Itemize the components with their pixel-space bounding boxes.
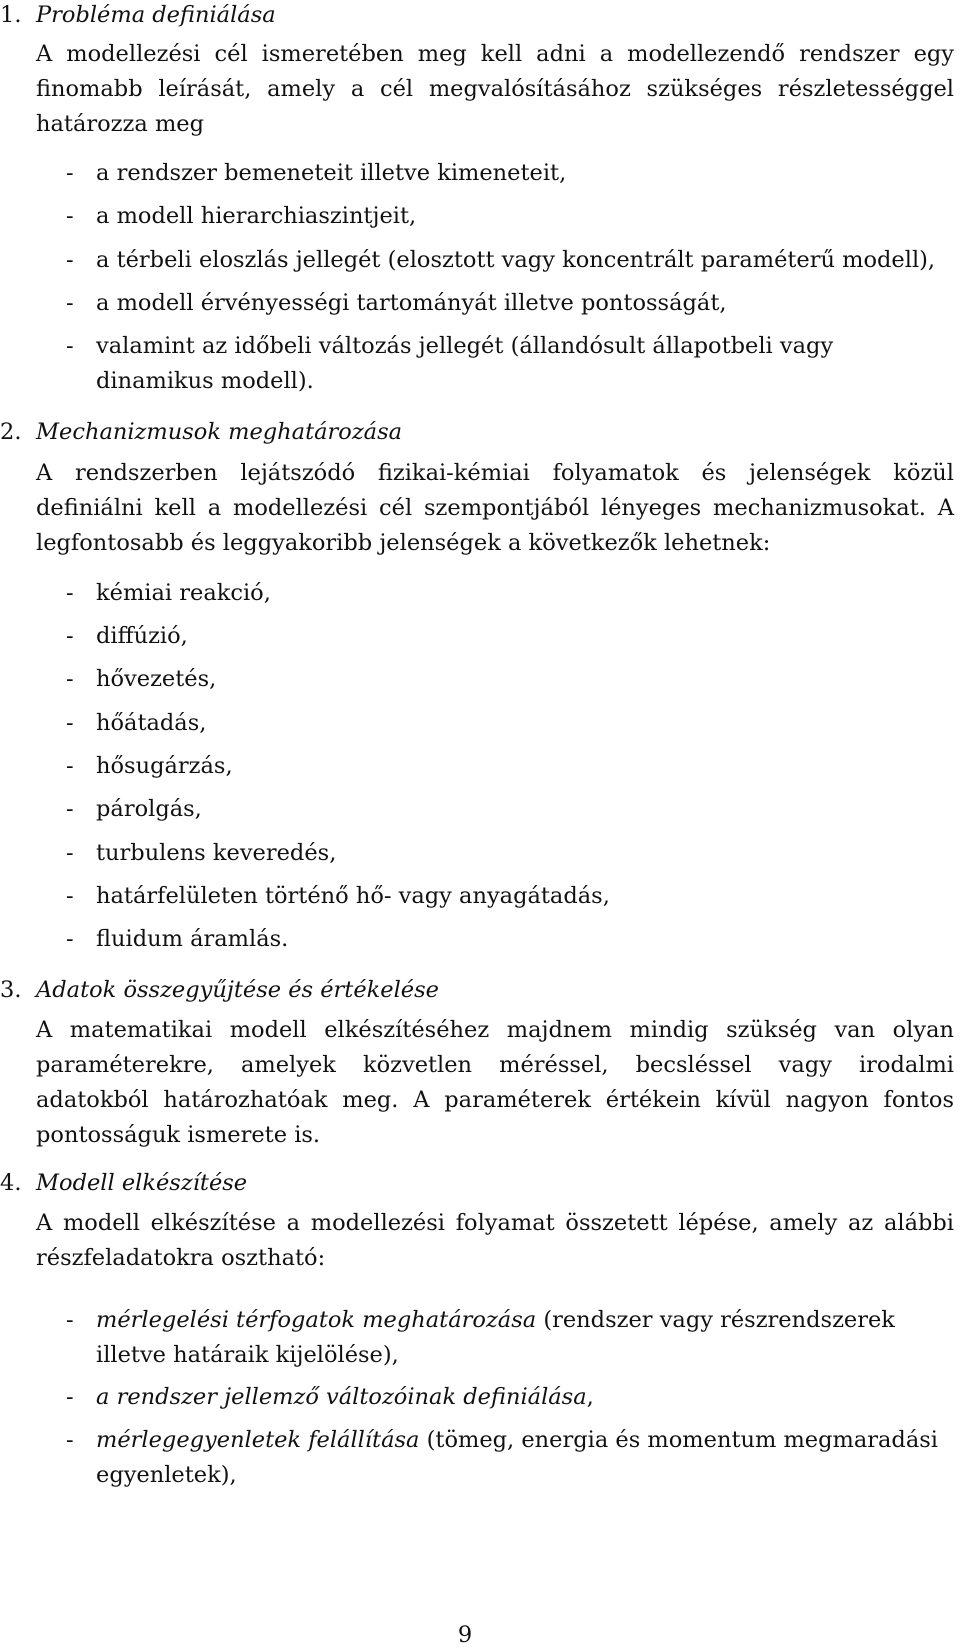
list-item (66, 1303, 954, 1373)
list-item-text: a térbeli eloszlás jellegét (elosztott vagy koncentrált paraméterű modell), (96, 247, 936, 273)
list-bullet: - (66, 666, 74, 692)
list-item (66, 749, 954, 784)
list-bullet: - (66, 753, 74, 779)
section-heading-4 (0, 1168, 247, 1198)
section-number: 3. (0, 977, 22, 1003)
list-item-emphasis: a rendszer jellemző változóinak definiálása (96, 1384, 587, 1410)
list-bullet: - (66, 247, 74, 273)
list-bullet: - (66, 1307, 74, 1333)
list-bullet: - (66, 333, 74, 359)
list-item (66, 662, 954, 697)
section-title: Adatok összegyűjtése és értékelése (36, 977, 439, 1003)
list-item-text: (tömeg, energia és momentum megmaradási egyenletek), (96, 1427, 938, 1488)
section-title: Modell elkészítése (36, 1170, 248, 1196)
list-item (66, 836, 954, 871)
list-item-text: , (586, 1384, 594, 1410)
list-bullet: - (66, 710, 74, 736)
list-item-text: határfelületen történő hő- vagy anyagátadás, (96, 883, 610, 909)
list-item (66, 619, 954, 654)
section-heading-1 (0, 0, 276, 30)
section-number: 2. (0, 419, 22, 445)
list-item-text: valamint az időbeli változás jellegét (állandósult állapotbeli vagy dinamikus modell). (96, 333, 834, 394)
list-bullet: - (66, 580, 74, 606)
list-item (66, 156, 954, 191)
list-bullet: - (66, 926, 74, 952)
list-bullet: - (66, 796, 74, 822)
list-item (66, 243, 954, 278)
list-bullet: - (66, 290, 74, 316)
list-item-text: a modell érvényességi tartományát illetve pontosságát, (96, 290, 727, 316)
list-item-emphasis: mérlegelési térfogatok meghatározása (96, 1307, 537, 1333)
list-item (66, 922, 954, 957)
list-item-text: hőátadás, (96, 710, 207, 736)
page-number: 9 (457, 1622, 473, 1648)
list-bullet: - (66, 1384, 74, 1410)
section-heading-3 (0, 975, 439, 1005)
list-bullet: - (66, 160, 74, 186)
list-item (66, 706, 954, 741)
list-bullet: - (66, 840, 74, 866)
section-heading-2 (0, 417, 402, 447)
list-item (66, 576, 954, 611)
list-bullet: - (66, 1427, 74, 1453)
list-bullet: - (66, 883, 74, 909)
list-item-text: a modell hierarchiaszintjeit, (96, 203, 417, 229)
list-item (66, 329, 954, 399)
list-item (66, 879, 954, 914)
list-item-text: fluidum áramlás. (96, 926, 289, 952)
section-4-intro: A modell elkészítése a modellezési folyamat összetett lépése, amely az alábbi részfeladatokra osztható: (36, 1210, 954, 1271)
list-item-text: kémiai reakció, (96, 580, 271, 606)
list-item (66, 286, 954, 321)
list-item-text: turbulens keveredés, (96, 840, 337, 866)
list-bullet: - (66, 203, 74, 229)
list-bullet: - (66, 623, 74, 649)
list-item (66, 1380, 954, 1415)
section-number: 1. (0, 2, 22, 28)
section-1-intro: A modellezési cél ismeretében meg kell adni a modellezendő rendszer egy finomabb leírását, amely a cél megvalósításához szükséges részletességgel határozza meg (36, 41, 954, 137)
list-item-text: a rendszer bemeneteit illetve kimeneteit, (96, 160, 567, 186)
section-title: Probléma definiálása (36, 2, 276, 28)
list-item-text: hővezetés, (96, 666, 217, 692)
list-item-text: hősugárzás, (96, 753, 233, 779)
section-number: 4. (0, 1170, 22, 1196)
section-title: Mechanizmusok meghatározása (36, 419, 403, 445)
section-3-intro: A matematikai modell elkészítéséhez majdnem mindig szükség van olyan paraméterekre, amelyek közvetlen méréssel, becsléssel vagy irodalmi adatokból határozhatóak meg. A paraméterek értékein kívül nagyon fontos pontosságuk ismerete is. (36, 1017, 954, 1148)
list-item-text: diffúzió, (96, 623, 188, 649)
list-item (66, 199, 954, 234)
list-item (66, 792, 954, 827)
list-item-text: párolgás, (96, 796, 202, 822)
section-2-intro: A rendszerben lejátszódó fizikai-kémiai folyamatok és jelenségek közül definiálni kell a modellezési cél szempontjából lényeges mechanizmusokat. A legfontosabb és leggyakoribb jelenségek a következők lehetnek: (36, 460, 954, 556)
list-item (66, 1423, 954, 1493)
list-item-emphasis: mérlegegyenletek felállítása (96, 1427, 420, 1453)
list-item-text: (rendszer vagy részrendszerek illetve határaik kijelölése), (96, 1307, 895, 1368)
